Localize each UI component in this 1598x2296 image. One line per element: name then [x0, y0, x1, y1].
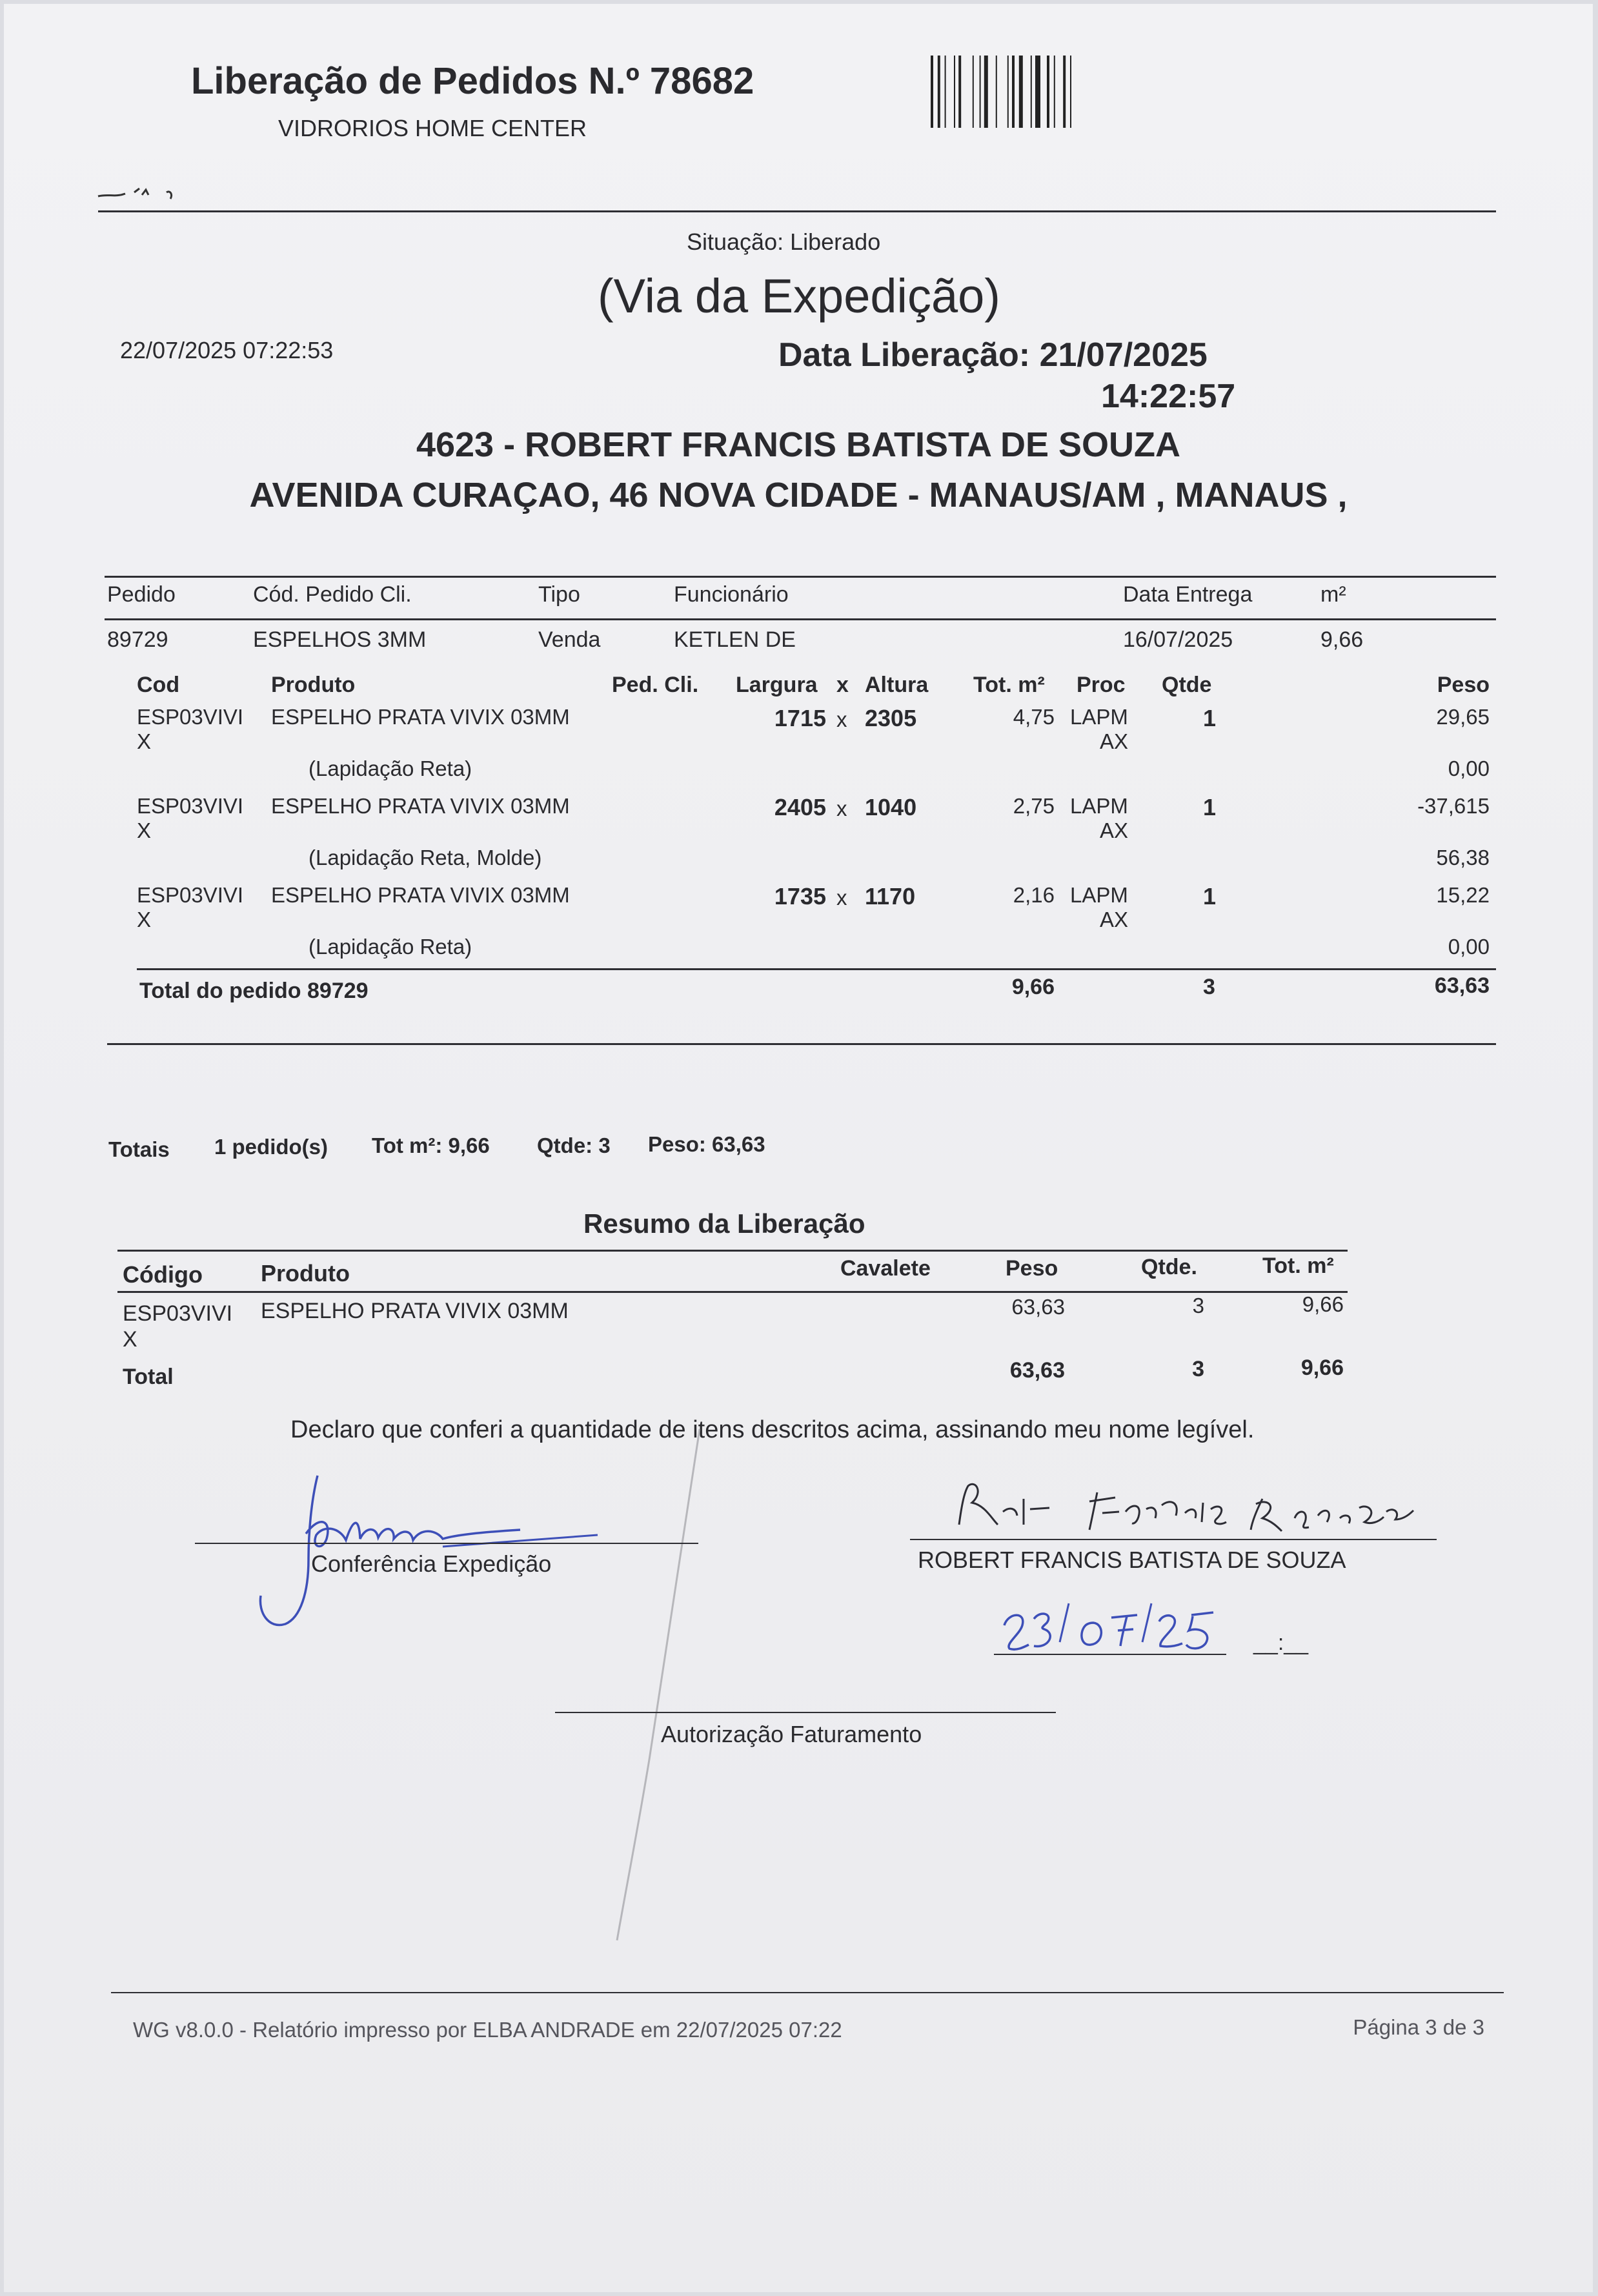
- authorization-label: Autorização Faturamento: [661, 1721, 922, 1747]
- conference-signature: [249, 1463, 611, 1631]
- item-2-altura: 1040: [865, 794, 917, 820]
- item-3-x: x: [836, 886, 847, 909]
- item-3-proc-cont: AX: [1100, 908, 1129, 931]
- release-date: Data Liberação: 21/07/2025: [778, 336, 1208, 374]
- customer-printed-name: ROBERT FRANCIS BATISTA DE SOUZA: [918, 1547, 1346, 1573]
- order-funcionario: KETLEN DE: [674, 627, 796, 652]
- item-2-cod-cont: X: [137, 818, 152, 842]
- resumo-header-produto: Produto: [261, 1260, 350, 1286]
- barcode: [931, 56, 1176, 128]
- item-2-cod: ESP03VIVI: [137, 794, 244, 818]
- customer-name: 4623 - ROBERT FRANCIS BATISTA DE SOUZA: [416, 425, 1181, 464]
- resumo-total-tot-m2: 9,66: [1300, 1356, 1344, 1380]
- totals-pedidos: 1 pedido(s): [214, 1135, 329, 1159]
- items-header-x: x: [836, 673, 849, 697]
- totals-label: Totais: [108, 1137, 170, 1161]
- order-total-label: Total do pedido 89729: [139, 979, 369, 1003]
- col-header-cod-cli: Cód. Pedido Cli.: [253, 582, 412, 607]
- items-header-qtde: Qtde: [1162, 673, 1212, 697]
- order-section-end-rule: [107, 1043, 1496, 1045]
- handwritten-date: [998, 1600, 1243, 1658]
- resumo-header-codigo: Código: [123, 1261, 203, 1288]
- stray-ink-mark: [96, 182, 205, 201]
- resumo-header-peso: Peso: [1006, 1256, 1058, 1281]
- col-header-pedido: Pedido: [107, 582, 176, 607]
- resumo-row-peso: 63,63: [1011, 1295, 1065, 1319]
- item-3-produto: ESPELHO PRATA VIVIX 03MM: [271, 883, 570, 907]
- items-header-largura: Largura: [736, 673, 818, 697]
- item-1-proc-cont: AX: [1100, 729, 1129, 753]
- item-1-process-note: (Lapidação Reta): [308, 757, 472, 780]
- col-header-m2: m²: [1320, 582, 1346, 607]
- item-3-qtde: 1: [1203, 883, 1217, 909]
- order-total-peso: 63,63: [1434, 973, 1490, 998]
- items-header-peso: Peso: [1437, 673, 1490, 697]
- col-header-funcionario: Funcionário: [674, 582, 789, 607]
- order-pedido: 89729: [107, 627, 168, 652]
- status-text: Situação: Liberado: [687, 229, 881, 255]
- item-3-peso: 15,22: [1436, 883, 1490, 907]
- resumo-title: Resumo da Liberação: [583, 1208, 865, 1239]
- item-1-altura: 2305: [865, 705, 917, 731]
- item-2-qtde: 1: [1203, 794, 1217, 820]
- footer-rule: [111, 1992, 1504, 1993]
- order-total-rule: [137, 968, 1496, 970]
- footer-page-number: Página 3 de 3: [1353, 2015, 1484, 2039]
- item-2-produto: ESPELHO PRATA VIVIX 03MM: [271, 794, 570, 818]
- item-2-proc-cont: AX: [1100, 818, 1129, 842]
- resumo-total-label: Total: [123, 1365, 174, 1389]
- item-3-cod-cont: X: [137, 908, 152, 931]
- item-1-x: x: [836, 707, 847, 731]
- date-line: [994, 1654, 1226, 1655]
- time-blank: __:__: [1253, 1631, 1309, 1655]
- resumo-row-produto: ESPELHO PRATA VIVIX 03MM: [261, 1299, 569, 1323]
- declaration-text: Declaro que conferi a quantidade de itens descritos acima, assinando meu nome legível.: [290, 1416, 1255, 1443]
- item-1-largura: 1715: [774, 705, 826, 731]
- items-header-ped-cli: Ped. Cli.: [612, 673, 699, 697]
- order-data-entrega: 16/07/2025: [1123, 627, 1233, 652]
- item-2-tot-m2: 2,75: [1013, 794, 1055, 818]
- customer-signature-line: [910, 1539, 1437, 1540]
- item-3-process-peso: 0,00: [1448, 935, 1490, 959]
- document-page: [4, 4, 1593, 2292]
- totals-tot-m2: Tot m²: 9,66: [372, 1133, 490, 1157]
- resumo-header-rule: [117, 1291, 1348, 1293]
- resumo-top-rule: [117, 1250, 1348, 1252]
- resumo-total-peso: 63,63: [1009, 1358, 1065, 1383]
- authorization-line: [555, 1712, 1056, 1713]
- order-m2: 9,66: [1320, 627, 1364, 652]
- item-3-process-note: (Lapidação Reta): [308, 935, 472, 959]
- conference-signature-line: [195, 1543, 698, 1544]
- item-1-process-peso: 0,00: [1448, 757, 1490, 780]
- item-1-cod: ESP03VIVI: [137, 705, 244, 729]
- printed-datetime: 22/07/2025 07:22:53: [120, 337, 334, 363]
- order-table-header-rule: [105, 618, 1496, 620]
- items-header-cod: Cod: [137, 673, 180, 697]
- order-cod-cli: ESPELHOS 3MM: [253, 627, 427, 652]
- item-1-qtde: 1: [1203, 705, 1217, 731]
- totals-qtde: Qtde: 3: [537, 1133, 611, 1157]
- order-tipo: Venda: [538, 627, 601, 652]
- item-3-proc: LAPM: [1070, 883, 1128, 907]
- resumo-row-tot-m2: 9,66: [1302, 1292, 1344, 1316]
- company-name: VIDRORIOS HOME CENTER: [278, 115, 587, 141]
- totals-peso: Peso: 63,63: [648, 1132, 765, 1156]
- item-3-altura: 1170: [865, 883, 916, 909]
- resumo-row-codigo: ESP03VIVI: [123, 1301, 233, 1326]
- item-1-cod-cont: X: [137, 729, 152, 753]
- item-1-peso: 29,65: [1436, 705, 1490, 729]
- item-3-tot-m2: 2,16: [1013, 883, 1055, 907]
- resumo-total-qtde: 3: [1192, 1357, 1204, 1381]
- item-3-largura: 1735: [774, 883, 826, 909]
- items-header-produto: Produto: [271, 673, 356, 697]
- item-2-process-peso: 56,38: [1436, 846, 1490, 869]
- items-header-altura: Altura: [865, 673, 929, 697]
- resumo-row-qtde: 3: [1192, 1294, 1204, 1317]
- via-label: (Via da Expedição): [598, 269, 1000, 323]
- header-divider: [98, 210, 1496, 212]
- item-2-proc: LAPM: [1070, 794, 1128, 818]
- item-1-produto: ESPELHO PRATA VIVIX 03MM: [271, 705, 570, 729]
- footer-report-info: WG v8.0.0 - Relatório impresso por ELBA ANDRADE em 22/07/2025 07:22: [133, 2018, 842, 2042]
- col-header-data-entrega: Data Entrega: [1123, 582, 1253, 607]
- release-time: 14:22:57: [1101, 378, 1236, 415]
- resumo-header-qtde: Qtde.: [1141, 1255, 1197, 1279]
- item-2-peso: -37,615: [1417, 794, 1490, 818]
- order-table-top-rule: [105, 576, 1496, 578]
- items-header-tot-m2: Tot. m²: [973, 673, 1045, 697]
- col-header-tipo: Tipo: [538, 582, 580, 607]
- resumo-header-tot-m2: Tot. m²: [1262, 1254, 1334, 1278]
- order-total-m2: 9,66: [1011, 975, 1055, 999]
- order-total-qtde: 3: [1203, 975, 1215, 999]
- item-2-process-note: (Lapidação Reta, Molde): [308, 846, 542, 869]
- resumo-header-cavalete: Cavalete: [840, 1256, 931, 1281]
- item-2-largura: 2405: [774, 794, 826, 820]
- resumo-row-codigo-cont: X: [123, 1327, 137, 1352]
- document-title: Liberação de Pedidos N.º 78682: [191, 60, 754, 102]
- item-3-cod: ESP03VIVI: [137, 883, 244, 907]
- item-1-tot-m2: 4,75: [1013, 705, 1055, 729]
- item-2-x: x: [836, 797, 847, 820]
- item-1-proc: LAPM: [1070, 705, 1128, 729]
- items-header-proc: Proc: [1077, 673, 1126, 697]
- conference-label: Conferência Expedição: [311, 1550, 552, 1577]
- customer-address: AVENIDA CURAÇAO, 46 NOVA CIDADE - MANAUS/AM , MANAUS ,: [249, 476, 1348, 514]
